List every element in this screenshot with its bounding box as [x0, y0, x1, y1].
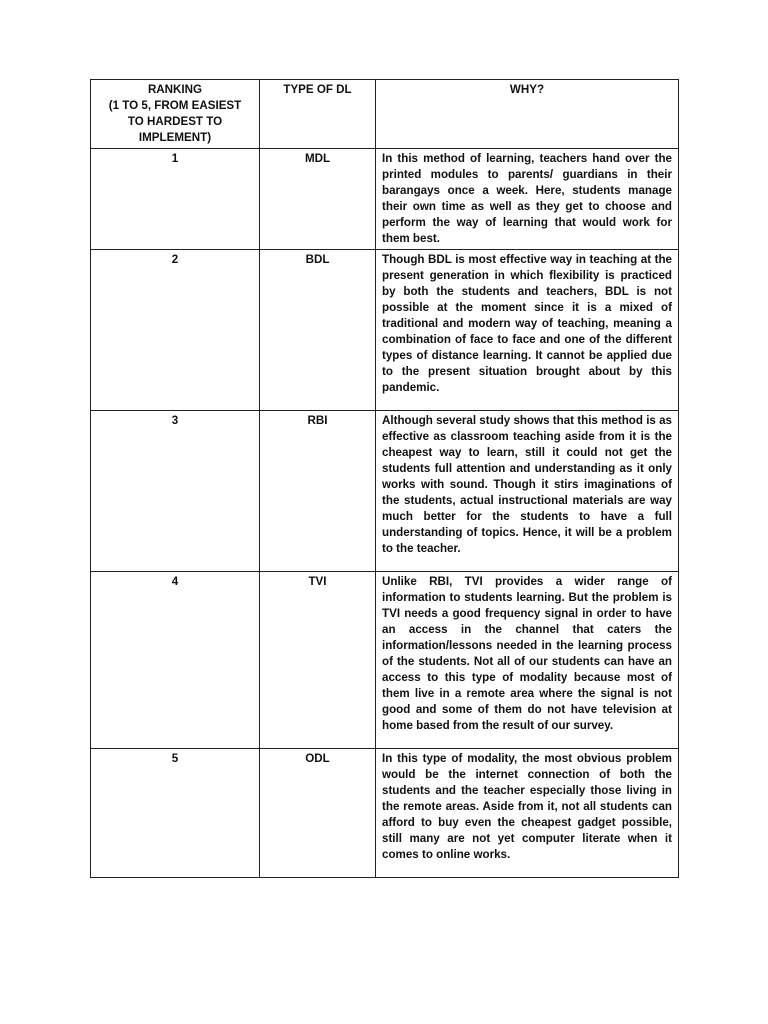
header-type-of-dl: TYPE OF DL: [260, 80, 376, 149]
table-row: [91, 149, 679, 250]
why-cell: Unlike RBI, TVI provides a wider range of information to students learning. But the problem is TVI needs a good frequency signal in order to have an access in the channel that caters the information/lessons needed in the learning process of the students. Not all of our students can have an access to this type of modality because most of them live in a remote area where the signal is not good and some of them do not have television at home based from the result of our survey.: [376, 572, 679, 749]
type-cell: MDL: [260, 149, 376, 250]
type-cell: RBI: [260, 411, 376, 572]
table-row: [91, 250, 679, 411]
header-ranking-line: RANKING: [147, 83, 203, 96]
why-cell: Though BDL is most effective way in teaching at the present generation in which flexibility is practiced by both the students and teachers, BDL is not possible at the moment since it is a mixed of traditional and modern way of teaching, meaning a combination of face to face and one of the different types of distance learning. It cannot be applied due to the present situation brought about by this pandemic.: [376, 250, 679, 411]
rank-cell: 5: [91, 749, 260, 878]
header-ranking-line: (1 TO 5, FROM EASIEST: [108, 99, 242, 112]
rank-cell: 2: [91, 250, 260, 411]
rank-cell: 3: [91, 411, 260, 572]
type-cell: TVI: [260, 572, 376, 749]
rank-cell: 4: [91, 572, 260, 749]
header-ranking: [91, 80, 260, 149]
why-cell: In this type of modality, the most obvious problem would be the internet connection of both the students and the teacher especially those living in the remote areas. Aside from it, not all students can afford to buy even the cheapest gadget possible, still many are not yet computer literate when it comes to online works.: [376, 749, 679, 878]
distance-learning-ranking-table: [90, 79, 679, 878]
why-cell: In this method of learning, teachers hand over the printed modules to parents/ guardians in their barangays once a week. Here, students manage their own time as well as they get to choose and perform the way of learning that would work for them best.: [376, 149, 679, 250]
table-row: [91, 411, 679, 572]
type-cell: BDL: [260, 250, 376, 411]
rank-cell: 1: [91, 149, 260, 250]
header-ranking-line: TO HARDEST TO: [127, 115, 223, 128]
header-ranking-line: IMPLEMENT): [138, 131, 212, 144]
header-why: WHY?: [376, 80, 679, 149]
table-row: [91, 572, 679, 749]
why-cell: Although several study shows that this method is as effective as classroom teaching aside from it is the cheapest way to learn, still it could not get the students full attention and understanding as it only works with sound. Though it stirs imaginations of the students, actual instructional materials are way much better for the students to have a full understanding of topics. Hence, it will be a problem to the teacher.: [376, 411, 679, 572]
table-header-row: [91, 80, 679, 149]
type-cell: ODL: [260, 749, 376, 878]
table-row: [91, 749, 679, 878]
